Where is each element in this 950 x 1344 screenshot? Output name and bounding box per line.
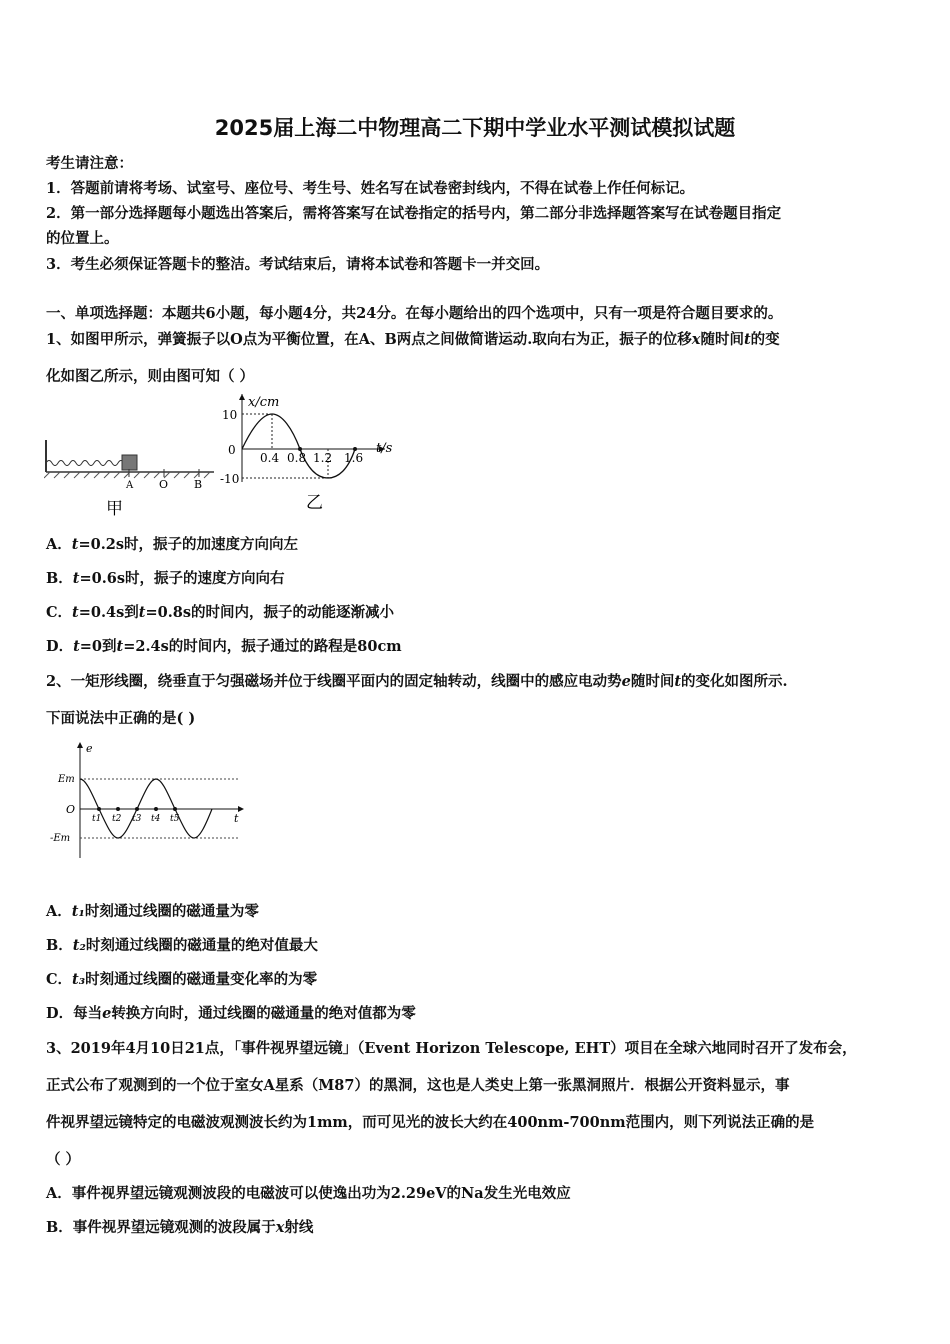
q1-text: 点为平衡位置，在 <box>242 331 359 348</box>
option-text: 事件视界望远镜观测波段的电磁波可以使逸出功为2.29eV的Na发生光电效应 <box>71 1185 571 1202</box>
symbol-t: t <box>73 638 80 655</box>
q2-option-c[interactable] <box>46 968 317 989</box>
symbol-t: t <box>138 604 146 621</box>
tick-t1: t1 <box>92 814 102 824</box>
page-title: 2025届上海二中物理高二下期中学业水平测试模拟试题 <box>214 116 736 140</box>
option-letter: A． <box>46 903 72 920</box>
option-text: 转换方向时，通过线圈的磁通量的绝对值都为零 <box>111 1005 416 1022</box>
symbol-t: t <box>116 638 124 655</box>
x-tick: 1.2 <box>313 451 333 465</box>
q1-text: 两点之间做简谐运动.取向右为正，振子的位移 <box>396 331 692 348</box>
spring-oscillator-figure <box>44 430 219 520</box>
q1-text: 随时间 <box>700 331 744 348</box>
notice-heading: 考生请注意： <box>46 155 133 172</box>
question-3-stem: （ ） <box>46 1151 81 1168</box>
option-letter: A． <box>46 536 72 553</box>
label-a: A <box>126 480 134 491</box>
y-tick: 0 <box>228 443 236 457</box>
symbol-t: t <box>72 570 80 587</box>
symbol-t2: t₂ <box>72 937 86 954</box>
em-label: Em <box>58 774 75 785</box>
oscillator-block <box>122 455 137 470</box>
option-letter: B． <box>46 570 73 587</box>
q2-symbol-e: e <box>621 673 631 690</box>
y-tick: 10 <box>222 408 238 422</box>
q2-text: 随时间 <box>630 673 675 690</box>
option-letter: D． <box>46 638 74 655</box>
q2-text: 2、一矩形线圈，绕垂直于匀强磁场并位于线圈平面内的固定轴转动，线圈中的感应电动势 <box>46 673 622 690</box>
y-tick: -10 <box>220 472 240 486</box>
spring <box>46 461 132 466</box>
notice-item: 的位置上。 <box>46 230 119 247</box>
question-1-stem-cont: 化如图乙所示，则由图可知（ ） <box>46 368 255 385</box>
x-axis-label: t <box>234 812 239 825</box>
q2-text: 的变化如图所示. <box>681 673 788 690</box>
notice-item: 1．答题前请将考场、试室号、座位号、考生号、姓名写在试卷密封线内，不得在试卷上作任何标记。 <box>46 180 695 197</box>
option-text: 时刻通过线圈的磁通量的绝对值最大 <box>85 937 318 954</box>
notice-item: 3．考生必须保证答题卡的整洁。考试结束后，请将本试卷和答题卡一并交回。 <box>46 256 550 273</box>
symbol-x: x <box>275 1219 285 1236</box>
option-text: =0到 <box>79 638 117 655</box>
origin-label: O <box>66 803 76 816</box>
q1-symbol-t: t <box>743 331 751 348</box>
displacement-curve <box>242 414 355 478</box>
symbol-t3: t₃ <box>72 971 86 988</box>
option-text: 时刻通过线圈的磁通量变化率的为零 <box>85 971 318 988</box>
option-text: =0.2s时，振子的加速度方向向左 <box>78 536 299 553</box>
option-text: 时刻通过线圈的磁通量为零 <box>84 903 259 920</box>
question-3-stem: 件视界望远镜特定的电磁波观测波长约为1mm，而可见光的波长大约在400nm-700nm范围内，则下列说法正确的是 <box>46 1114 815 1131</box>
symbol-t: t <box>72 604 79 621</box>
option-text: 每当 <box>73 1005 103 1022</box>
neg-em-label: -Em <box>50 833 71 844</box>
option-letter: B． <box>46 937 73 954</box>
option-text: 射线 <box>284 1219 314 1236</box>
figure-caption-yi: 乙 <box>306 493 323 513</box>
emf-time-graph <box>44 738 249 860</box>
option-text: =0.6s时，振子的速度方向向右 <box>79 570 285 587</box>
option-letter: A． <box>46 1185 72 1202</box>
x-axis-label: t/s <box>376 441 393 456</box>
question-2-stem <box>46 670 788 691</box>
q2-option-d[interactable] <box>46 1002 416 1023</box>
q1-text: 1、如图甲所示，弹簧振子以 <box>46 331 231 348</box>
label-o: O <box>159 478 169 491</box>
floor-hatching <box>44 472 210 478</box>
q1-option-d[interactable] <box>46 635 402 656</box>
q2-symbol-t: t <box>674 673 682 690</box>
x-tick: 1.6 <box>344 451 364 465</box>
q1-option-b[interactable] <box>46 567 285 588</box>
symbol-e: e <box>102 1005 112 1022</box>
q2-option-b[interactable] <box>46 934 318 955</box>
option-text: =0.4s到 <box>78 604 139 621</box>
tick-t3: t3 <box>132 814 142 824</box>
option-text: 事件视界望远镜观测的波段属于 <box>72 1219 276 1236</box>
figure-caption-jia: 甲 <box>106 499 123 519</box>
question-3-stem: 3、2019年4月10日21点，「事件视界望远镜」（Event Horizon Telescope, EHT）项目在全球六地同时召开了发布会， <box>46 1040 857 1057</box>
q1-points-ab: A、B <box>358 331 397 348</box>
q3-option-b[interactable] <box>46 1216 313 1237</box>
symbol-t: t <box>71 536 79 553</box>
option-text: =0.8s的时间内，振子的动能逐渐减小 <box>145 604 395 621</box>
option-letter: B． <box>46 1219 73 1236</box>
q3-option-a[interactable] <box>46 1182 571 1203</box>
q2-option-a[interactable] <box>46 900 259 921</box>
q1-option-a[interactable] <box>46 533 298 554</box>
displacement-time-graph <box>220 388 405 516</box>
y-axis-label: e <box>86 742 93 755</box>
option-letter: C． <box>46 971 73 988</box>
q1-point-o: O <box>230 331 243 348</box>
question-1-stem <box>46 328 780 349</box>
y-axis-label: x/cm <box>248 395 280 410</box>
option-letter: D． <box>46 1005 74 1022</box>
label-b: B <box>194 478 203 491</box>
question-3-stem: 正式公布了观测到的一个位于室女A星系（M87）的黑洞，这也是人类史上第一张黑洞照片．根据公开资料显示，事 <box>46 1077 790 1094</box>
section-heading: 一、单项选择题：本题共6小题，每小题4分，共24分。在每小题给出的四个选项中，只有一项是符合题目要求的。 <box>46 305 783 322</box>
option-letter: C． <box>46 604 73 621</box>
symbol-t1: t₁ <box>71 903 85 920</box>
question-2-stem-cont: 下面说法中正确的是( ) <box>46 710 196 727</box>
x-tick: 0.8 <box>287 451 307 465</box>
q1-text: 的变 <box>750 331 780 348</box>
notice-item: 2．第一部分选择题每小题选出答案后，需将答案写在试卷指定的括号内，第二部分非选择题答案写在试卷题目指定 <box>46 205 782 222</box>
q1-symbol-x: x <box>691 331 701 348</box>
tick-t5: t5 <box>170 814 180 824</box>
x-tick: 0.4 <box>260 451 280 465</box>
option-text: =2.4s的时间内，振子通过的路程是80cm <box>123 638 402 655</box>
tick-t4: t4 <box>151 814 161 824</box>
q1-option-c[interactable] <box>46 601 394 622</box>
tick-t2: t2 <box>112 814 122 824</box>
